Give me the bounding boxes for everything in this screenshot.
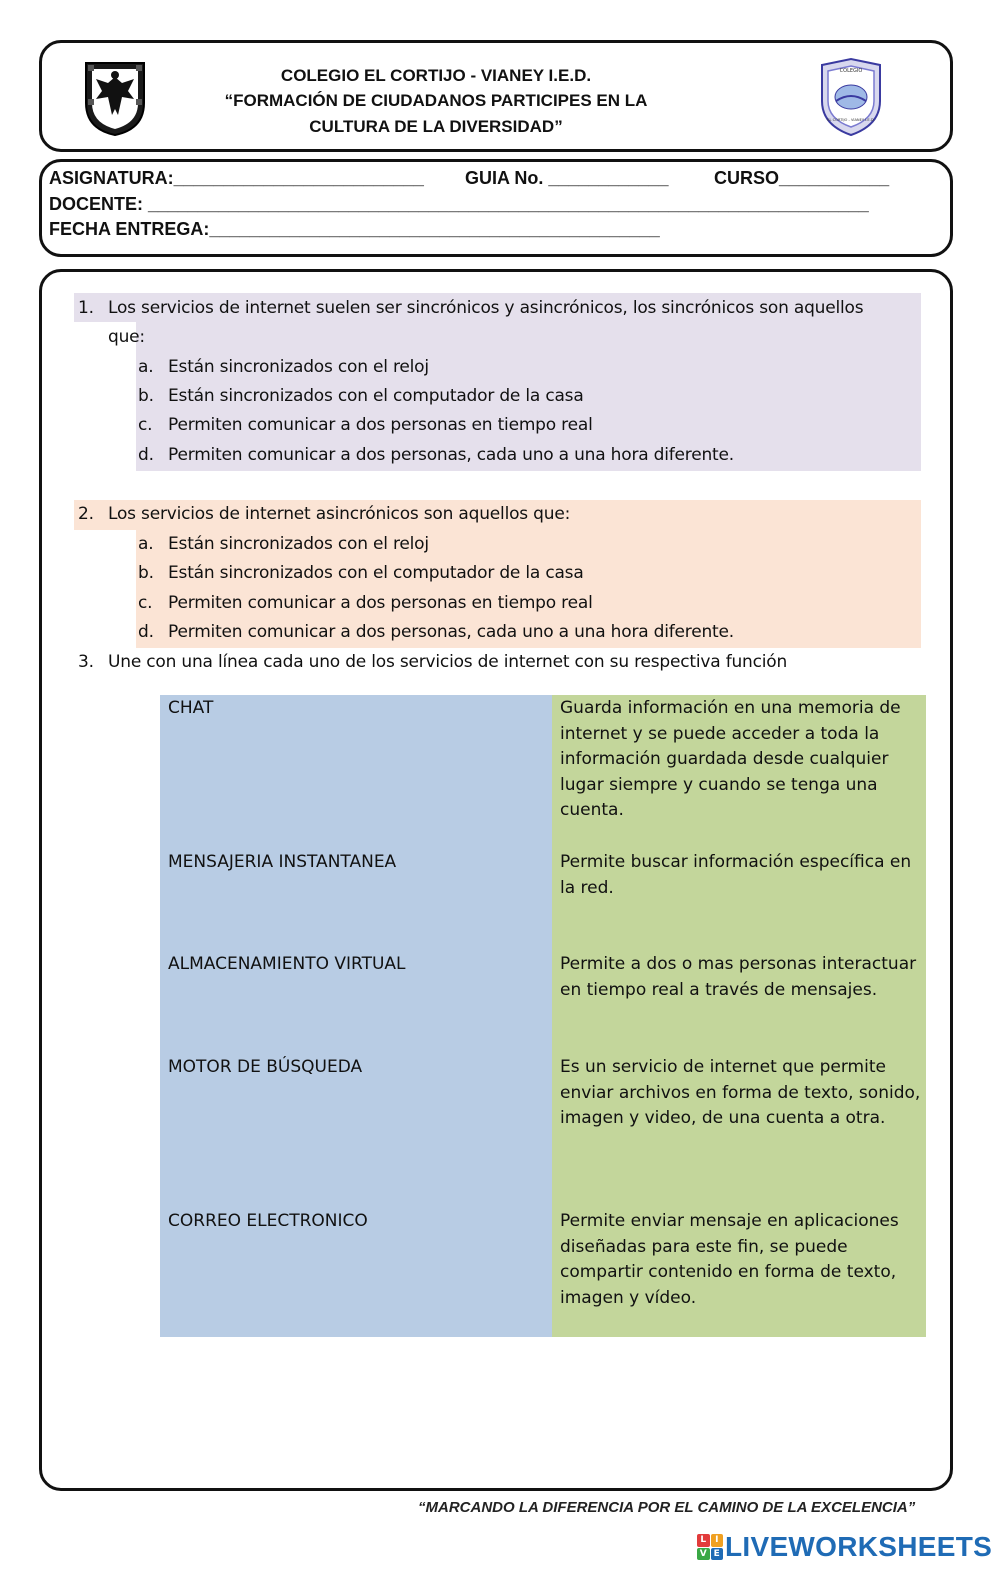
function-1[interactable]: Guarda información en una memoria de internet y se puede acceder a toda la información guardada desde cualquier lugar siempre y cuando se tenga una cuenta. <box>560 698 901 820</box>
svg-text:EL CORTIJO - VIANEY I.E.D.: EL CORTIJO - VIANEY I.E.D. <box>827 118 875 122</box>
asignatura-field[interactable]: ASIGNATURA:_________________________ <box>49 168 424 188</box>
school-motto-line-2: CULTURA DE LA DIVERSIDAD” <box>309 117 563 136</box>
service-chat[interactable]: CHAT <box>168 698 214 718</box>
question-2-text: Los servicios de internet asincrónicos son aquellos que: <box>108 504 571 524</box>
question-3-text: Une con una línea cada uno de los servicios de internet con su respectiva función <box>108 652 788 672</box>
q1-option-a[interactable]: Están sincronizados con el reloj <box>168 357 429 377</box>
service-motor-de-busqueda[interactable]: MOTOR DE BÚSQUEDA <box>168 1057 363 1077</box>
question-1-text-cont: que: <box>108 327 145 347</box>
q1-option-c-letter: c. <box>138 415 153 435</box>
question-1-number: 1. <box>78 298 94 318</box>
function-5[interactable]: Permite enviar mensaje en aplicaciones diseñadas para este fin, se puede compartir contenido en forma de texto, imagen y vídeo. <box>560 1211 899 1308</box>
service-correo-electronico[interactable]: CORREO ELECTRONICO <box>168 1211 368 1231</box>
q1-option-b[interactable]: Están sincronizados con el computador de la casa <box>168 386 584 406</box>
fecha-entrega-field[interactable]: FECHA ENTREGA:_____________________________________________ <box>49 219 660 239</box>
q2-option-d-letter: d. <box>138 622 154 642</box>
school-logo-icon <box>816 57 886 137</box>
q2-option-d[interactable]: Permiten comunicar a dos personas, cada uno a una hora diferente. <box>168 622 734 642</box>
service-mensajeria-instantanea[interactable]: MENSAJERIA INSTANTANEA <box>168 852 397 872</box>
question-2-number: 2. <box>78 504 94 524</box>
question-3-number: 3. <box>78 652 94 672</box>
q2-option-a-letter: a. <box>138 534 154 554</box>
q2-option-b[interactable]: Están sincronizados con el computador de la casa <box>168 563 584 583</box>
q2-option-a[interactable]: Están sincronizados con el reloj <box>168 534 429 554</box>
q1-option-c[interactable]: Permiten comunicar a dos personas en tiempo real <box>168 415 593 435</box>
docente-field[interactable]: DOCENTE: ________________________________________________________________________ <box>49 194 869 214</box>
q2-option-b-letter: b. <box>138 563 154 583</box>
liveworksheets-brand: LIVEWORKSHEETS <box>725 1531 993 1562</box>
question-1-text: Los servicios de internet suelen ser sincrónicos y asincrónicos, los sincrónicos son aquellos <box>108 298 864 318</box>
q1-option-b-letter: b. <box>138 386 154 406</box>
service-almacenamiento-virtual[interactable]: ALMACENAMIENTO VIRTUAL <box>168 954 406 974</box>
q2-option-c[interactable]: Permiten comunicar a dos personas en tiempo real <box>168 593 593 613</box>
q1-option-a-letter: a. <box>138 357 154 377</box>
footer-motto: “MARCANDO LA DIFERENCIA POR EL CAMINO DE LA EXCELENCIA” <box>418 1499 916 1516</box>
svg-text:COLEGIO: COLEGIO <box>839 68 863 74</box>
function-4[interactable]: Es un servicio de internet que permite enviar archivos en forma de texto, sonido, imagen y video, de una cuenta a otra. <box>560 1057 921 1128</box>
q1-option-d[interactable]: Permiten comunicar a dos personas, cada uno a una hora diferente. <box>168 445 734 465</box>
school-motto-line-1: “FORMACIÓN DE CIUDADANOS PARTICIPES EN LA <box>224 91 648 110</box>
q1-option-d-letter: d. <box>138 445 154 465</box>
curso-field[interactable]: CURSO___________ <box>714 168 890 188</box>
liveworksheets-icon: L I V E <box>697 1534 723 1560</box>
q2-option-c-letter: c. <box>138 593 153 613</box>
services-column <box>160 695 552 1337</box>
function-2[interactable]: Permite buscar información específica en la red. <box>560 852 912 898</box>
info-box <box>39 159 953 257</box>
header-box <box>39 40 953 152</box>
function-3[interactable]: Permite a dos o mas personas interactuar en tiempo real a través de mensajes. <box>560 954 917 1000</box>
guia-field[interactable]: GUIA No. ____________ <box>465 168 669 188</box>
school-name: COLEGIO EL CORTIJO - VIANEY I.E.D. <box>280 66 592 85</box>
liveworksheets-logo[interactable] <box>697 1532 992 1562</box>
